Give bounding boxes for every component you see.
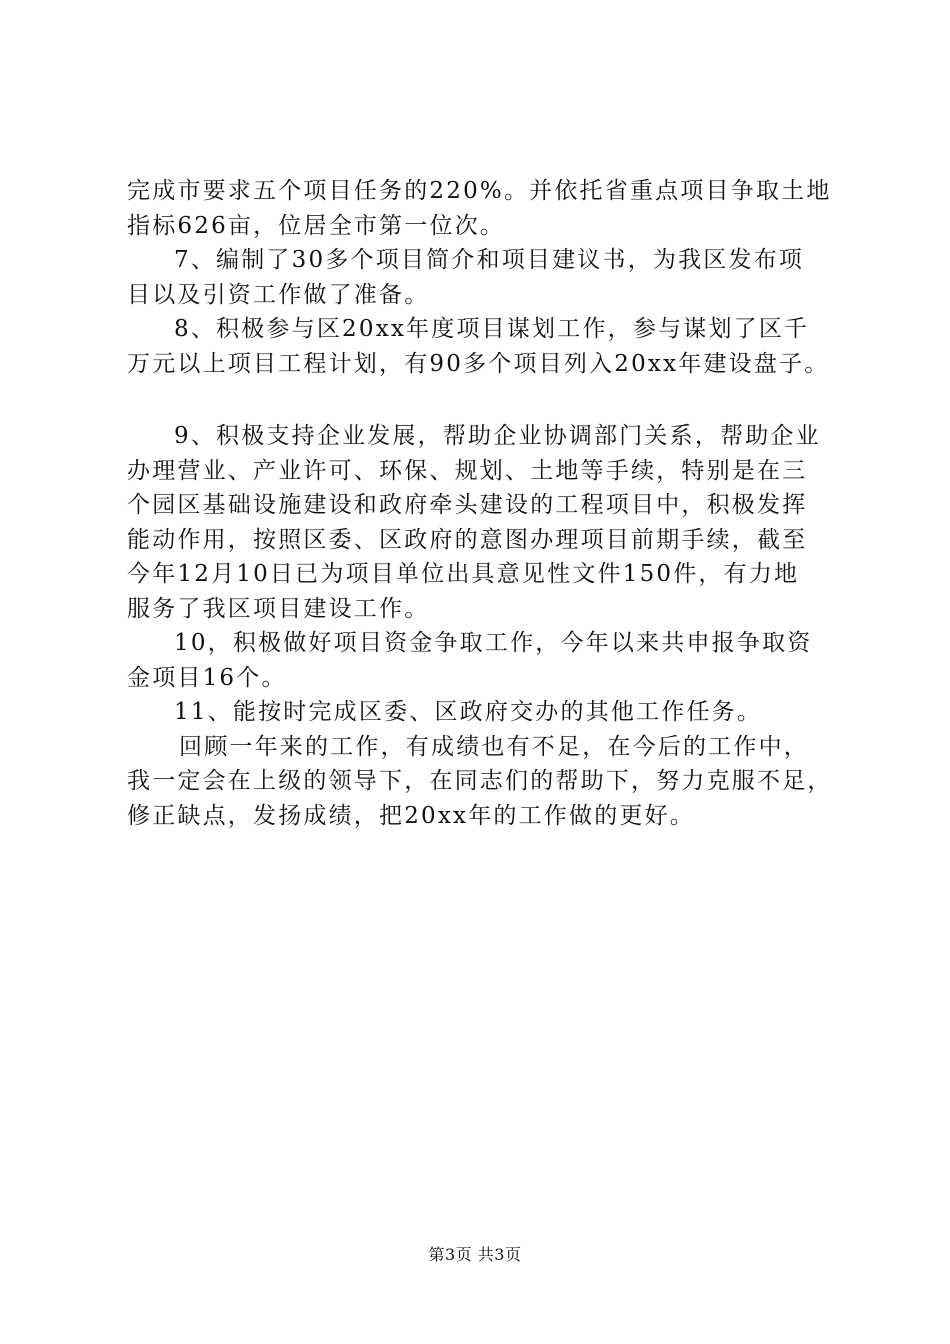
text-line: 服务了我区项目建设工作。 — [127, 595, 430, 622]
text-line: 完成市要求五个项目任务的220%。并依托省重点项目争取土地 — [127, 178, 832, 204]
page-number-footer: 第3页 共3页 — [428, 1245, 522, 1264]
text-line: 能动作用，按照区委、区政府的意图办理项目前期手续，截至 — [127, 526, 808, 553]
text-line: 回顾一年来的工作，有成绩也有不足，在今后的工作中， — [179, 733, 809, 760]
text-line: 金项目16个。 — [127, 664, 287, 691]
text-line: 目以及引资工作做了准备。 — [127, 281, 430, 308]
text-line: 万元以上项目工程计划，有90多个项目列入20xx年建设盘子。 — [127, 350, 830, 377]
text-line: 7、编制了30多个项目简介和项目建议书，为我区发布项 — [174, 247, 805, 273]
document-body — [127, 174, 833, 833]
text-line: 今年12月10日已为项目单位出具意见性文件150件，有力地 — [127, 561, 800, 587]
text-line: 我一定会在上级的领导下，在同志们的帮助下，努力克服不足， — [127, 768, 833, 794]
text-line: 10，积极做好项目资金争取工作，今年以来共申报争取资 — [174, 630, 813, 656]
text-line: 9、积极支持企业发展，帮助企业协调部门关系，帮助企业 — [174, 423, 821, 449]
text-line: 指标626亩，位居全市第一位次。 — [127, 212, 506, 239]
text-line: 8、积极参与区20xx年度项目谋划工作，参与谋划了区千 — [174, 316, 810, 342]
text-line: 个园区基础设施建设和政府牵头建设的工程项目中，积极发挥 — [127, 492, 808, 518]
text-line: 11、能按时完成区委、区政府交办的其他工作任务。 — [174, 699, 763, 725]
paragraph-gap — [127, 381, 833, 419]
text-line: 办理营业、产业许可、环保、规划、土地等手续，特别是在三 — [127, 457, 808, 484]
text-line: 修正缺点，发扬成绩，把20xx年的工作做的更好。 — [127, 802, 696, 829]
